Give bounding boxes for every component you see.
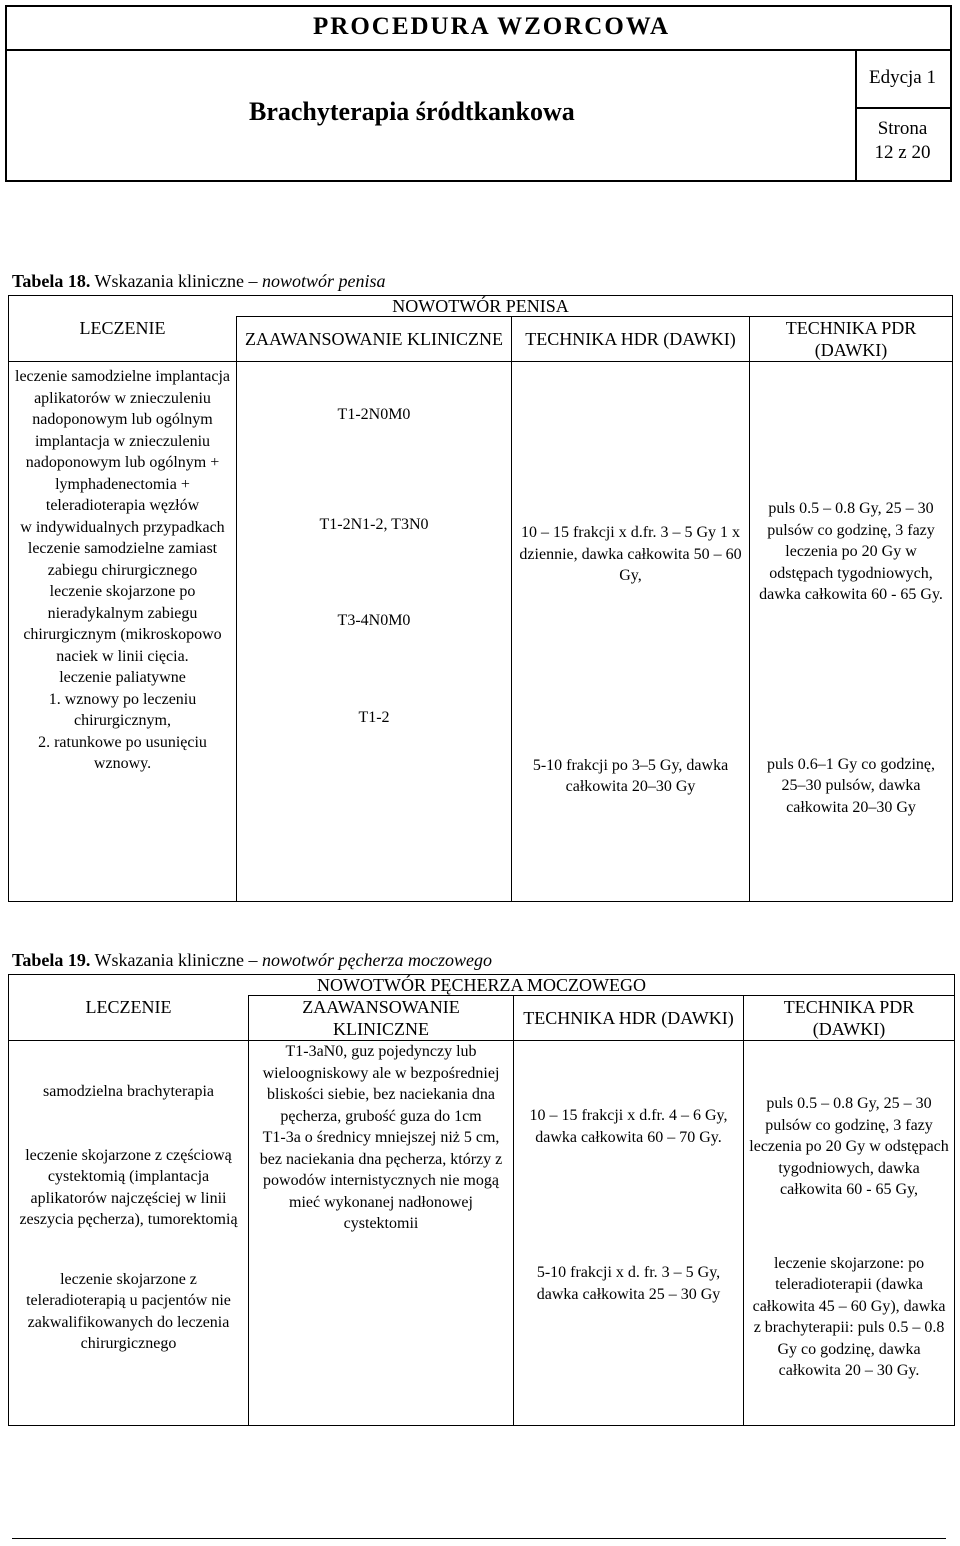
table-18-pdr-cell [750, 362, 953, 902]
edition-label: Edycja 1 [868, 67, 936, 88]
table-18-col-treatment: LECZENIE [9, 317, 237, 362]
table-18-col-stage: ZAAWANSOWANIE KLINICZNE [237, 317, 512, 362]
table-18-treatment-3: w indywidualnych przypadkach leczenie samodzielne zamiast zabiegu chirurgicznego [20, 518, 225, 579]
page-cell [855, 107, 950, 180]
table-18-treatment-2: implantacja w znieczuleniu nadoponowym lub ogólnym + lymphadenectomia + teleradioterapia węzłów [25, 432, 220, 514]
table-19-hdr-cell [514, 1041, 744, 1426]
table-19-pdr-2: leczenie skojarzone: po teleradioterapii (dawka całkowita 45 – 60 Gy), dawka z brachyterapii: puls 0.5 – 0.8 Gy co godzinę, dawka całkowita 20 – 30 Gy. [752, 1254, 946, 1379]
table-18-stages-cell [237, 362, 512, 902]
table-19-treatment-1: samodzielna brachyterapia [42, 1083, 215, 1100]
table-19-stages-cell [249, 1041, 514, 1426]
table-19-title: NOWOTWÓR PĘCHERZA MOCZOWEGO [9, 975, 955, 996]
footer-divider [12, 1538, 946, 1539]
table-18-caption-text: Wskazania kliniczne – [90, 271, 262, 291]
table-19-caption-topic: nowotwór pęcherza moczowego [261, 950, 492, 970]
document-header [5, 5, 952, 182]
table-19-stage-2: T1-3a o średnicy mniejszej niż 5 cm, bez naciekania dna pęcherza, którzy z powodów internistycznych nie mogą mieć wykonanej nadłonowej cystektomii [259, 1129, 503, 1232]
table-18-pdr-palliative: puls 0.6–1 Gy co godzinę, 25–30 pulsów, dawka całkowita 20–30 Gy [767, 755, 936, 816]
table-18-treatment-4: leczenie skojarzone po nieradykalnym zabiegu chirurgicznym (mikroskopowo naciek w linii cięcia. [23, 583, 222, 665]
table-19-hdr-2: 5-10 frakcji x d. fr. 3 – 5 Gy, dawka całkowita 25 – 30 Gy [536, 1264, 721, 1303]
header-title-row [7, 7, 950, 51]
table-19-caption [12, 950, 492, 971]
table-18-stage-4: T1-2 [358, 708, 390, 726]
table-18-treatment-5: leczenie paliatywne [59, 669, 186, 686]
table-18-stage-1: T1-2N0M0 [337, 406, 411, 423]
table-18-treatments-cell [9, 362, 237, 902]
table-18-title: NOWOTWÓR PENISA [9, 296, 953, 317]
table-18-col-hdr: TECHNIKA HDR (DAWKI) [512, 317, 750, 362]
table-19-col-stage: ZAAWANSOWANIE KLINICZNE [249, 996, 514, 1041]
table-19 [8, 974, 955, 1426]
table-19-col-hdr: TECHNIKA HDR (DAWKI) [514, 996, 744, 1041]
table-18-col-pdr: TECHNIKA PDR (DAWKI) [750, 317, 953, 362]
table-18-caption-number: Tabela 18. [12, 271, 91, 291]
table-19-caption-text: Wskazania kliniczne – [90, 950, 262, 970]
edition-cell [855, 49, 950, 109]
procedure-subject: Brachyterapia śródtkankowa [249, 97, 575, 126]
table-18-caption [12, 271, 385, 292]
page-number: 12 z 20 [874, 142, 931, 163]
table-19-pdr-cell [744, 1041, 955, 1426]
table-19-hdr-1: 10 – 15 frakcji x d.fr. 4 – 6 Gy, dawka całkowita 60 – 70 Gy. [529, 1107, 728, 1146]
table-19-treatment-3: leczenie skojarzone z teleradioterapią u pacjentów nie zakwalifikowanych do leczenia chirurgicznego [26, 1270, 231, 1352]
page-label: Strona [877, 118, 928, 139]
table-19-caption-number: Tabela 19. [12, 950, 91, 970]
table-19-treatment-2: leczenie skojarzone z częściową cystektomią (implantacja aplikatorów najczęściej w linii zeszycia pęcherza), tumorektomią [19, 1146, 238, 1228]
table-19-stage-1: T1-3aN0, guz pojedynczy lub wieloogniskowy ale w bezpośredniej bliskości siebie, bez naciekania dna pęcherza, grubość guza do 1cm [262, 1043, 500, 1125]
table-18-treatment-7: 2. ratunkowe po usunięciu wznowy. [38, 733, 207, 772]
header-subject-cell [7, 49, 857, 180]
table-18-treatment-6: 1. wznowy po leczeniu chirurgicznym, [48, 690, 197, 729]
table-18-caption-topic: nowotwór penisa [261, 271, 386, 291]
table-18-stage-2: T1-2N1-2, T3N0 [319, 515, 429, 533]
table-18-stage-3: T3-4N0M0 [337, 612, 411, 629]
procedure-title: PROCEDURA WZORCOWA [313, 13, 671, 40]
table-19-col-pdr: TECHNIKA PDR (DAWKI) [744, 996, 955, 1041]
table-18 [8, 295, 953, 902]
table-18-hdr-cell [512, 362, 750, 902]
table-18-hdr-radical: 10 – 15 frakcji x d.fr. 3 – 5 Gy 1 x dziennie, dawka całkowita 50 – 60 Gy, [519, 524, 742, 584]
table-18-treatment-1: leczenie samodzielne implantacja aplikatorów w znieczuleniu nadoponowym lub ogólnym [15, 368, 230, 428]
table-19-pdr-1: puls 0.5 – 0.8 Gy, 25 – 30 pulsów co godzinę, 3 fazy leczenia po 20 Gy w odstępach tygodniowych, dawka całkowita 60 - 65 Gy, [749, 1095, 949, 1198]
table-18-hdr-palliative: 5-10 frakcji po 3–5 Gy, dawka całkowita 20–30 Gy [532, 756, 729, 795]
table-18-pdr-radical: puls 0.5 – 0.8 Gy, 25 – 30 pulsów co godzinę, 3 fazy leczenia po 20 Gy w odstępach tygodniowych, dawka całkowita 60 - 65 Gy. [759, 500, 943, 603]
table-19-treatments-cell [9, 1041, 249, 1426]
table-19-col-treatment: LECZENIE [9, 996, 249, 1041]
